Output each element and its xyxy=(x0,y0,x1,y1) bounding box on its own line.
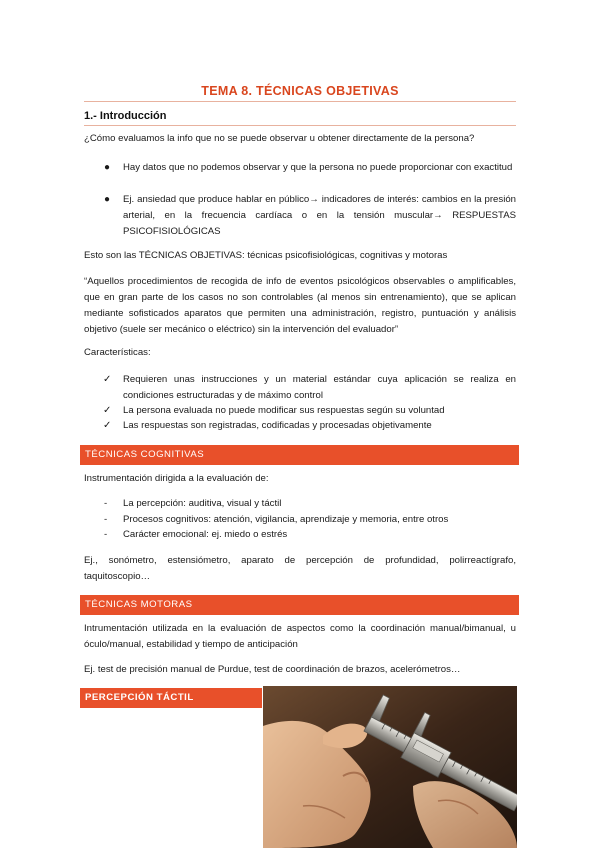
cognitive-item: Carácter emocional: ej. miedo o estrés xyxy=(123,529,288,540)
feature-item: Las respuestas son registradas, codificadas y procesadas objetivamente xyxy=(123,420,432,431)
bullet-icon: ● xyxy=(104,194,111,205)
motor-text: Intrumentación utilizada en la evaluación de aspectos como la coordinación manual/bimanual, u óculo/manual, estabilidad y tiempo de anticipación xyxy=(84,623,516,650)
title-divider xyxy=(84,101,516,102)
feature-item: Requieren unas instrucciones y un material estándar cuya aplicación se realiza en condiciones estructuradas y de máximo control xyxy=(123,374,516,401)
page-title: TEMA 8. TÉCNICAS OBJETIVAS xyxy=(201,84,399,98)
intro-bullet: Hay datos que no podemos observar y que la persona no puede proporcionar con exactitud xyxy=(123,162,513,173)
bullet-icon: ● xyxy=(104,162,111,173)
check-icon: ✓ xyxy=(103,374,112,385)
motor-banner: TÉCNICAS MOTORAS xyxy=(80,595,519,615)
dash-icon: - xyxy=(104,529,108,540)
motor-examples: Ej. test de precisión manual de Purdue, test de coordinación de brazos, acelerómetros… xyxy=(84,664,461,675)
check-icon: ✓ xyxy=(103,405,112,416)
techniques-sentence: Esto son las TÉCNICAS OBJETIVAS: técnicas psicofisiológicas, cognitivas y motoras xyxy=(84,250,448,261)
intro-question: ¿Cómo evaluamos la info que no se puede observar u obtener directamente de la persona? xyxy=(84,133,475,144)
feature-item: La persona evaluada no puede modificar sus respuestas según su voluntad xyxy=(123,405,445,416)
features-label: Características: xyxy=(84,347,151,358)
cognitive-banner: TÉCNICAS COGNITIVAS xyxy=(80,445,519,465)
intro-bullet: Ej. ansiedad que produce hablar en público→ indicadores de interés: cambios en la presión arterial, en la frecuencia cardíaca o en la tensión muscular→ RESPUESTAS PSICOFISIOLÓGICAS xyxy=(123,194,516,237)
cognitive-item: Procesos cognitivos: atención, vigilancia, aprendizaje y memoria, entre otros xyxy=(123,514,449,525)
definition-quote: “Aquellos procedimientos de recogida de info de eventos psicológicos observables o amplificables, que en gran parte de los casos no son controlables (al menos sin entrenamiento), que se aplican mediante sofisticados aparatos que permiten una administración, registro, puntuación y análisis objetivo (suele ser mecánico o eléctrico) sin la intervención del evaluador” xyxy=(84,276,516,335)
cognitive-item: La percepción: auditiva, visual y táctil xyxy=(123,498,282,509)
dash-icon: - xyxy=(104,498,108,509)
dash-icon: - xyxy=(104,514,108,525)
intro-heading: 1.- Introducción xyxy=(84,110,167,122)
heading-divider xyxy=(84,125,516,126)
check-icon: ✓ xyxy=(103,420,112,431)
cognitive-lead: Instrumentación dirigida a la evaluación de: xyxy=(84,473,269,484)
caliper-photo xyxy=(263,686,517,848)
tactile-banner: PERCEPCIÓN TÁCTIL xyxy=(80,688,262,708)
cognitive-examples: Ej., sonómetro, estensiómetro, aparato de percepción de profundidad, polirreactígrafo, taquitoscopio… xyxy=(84,555,516,582)
